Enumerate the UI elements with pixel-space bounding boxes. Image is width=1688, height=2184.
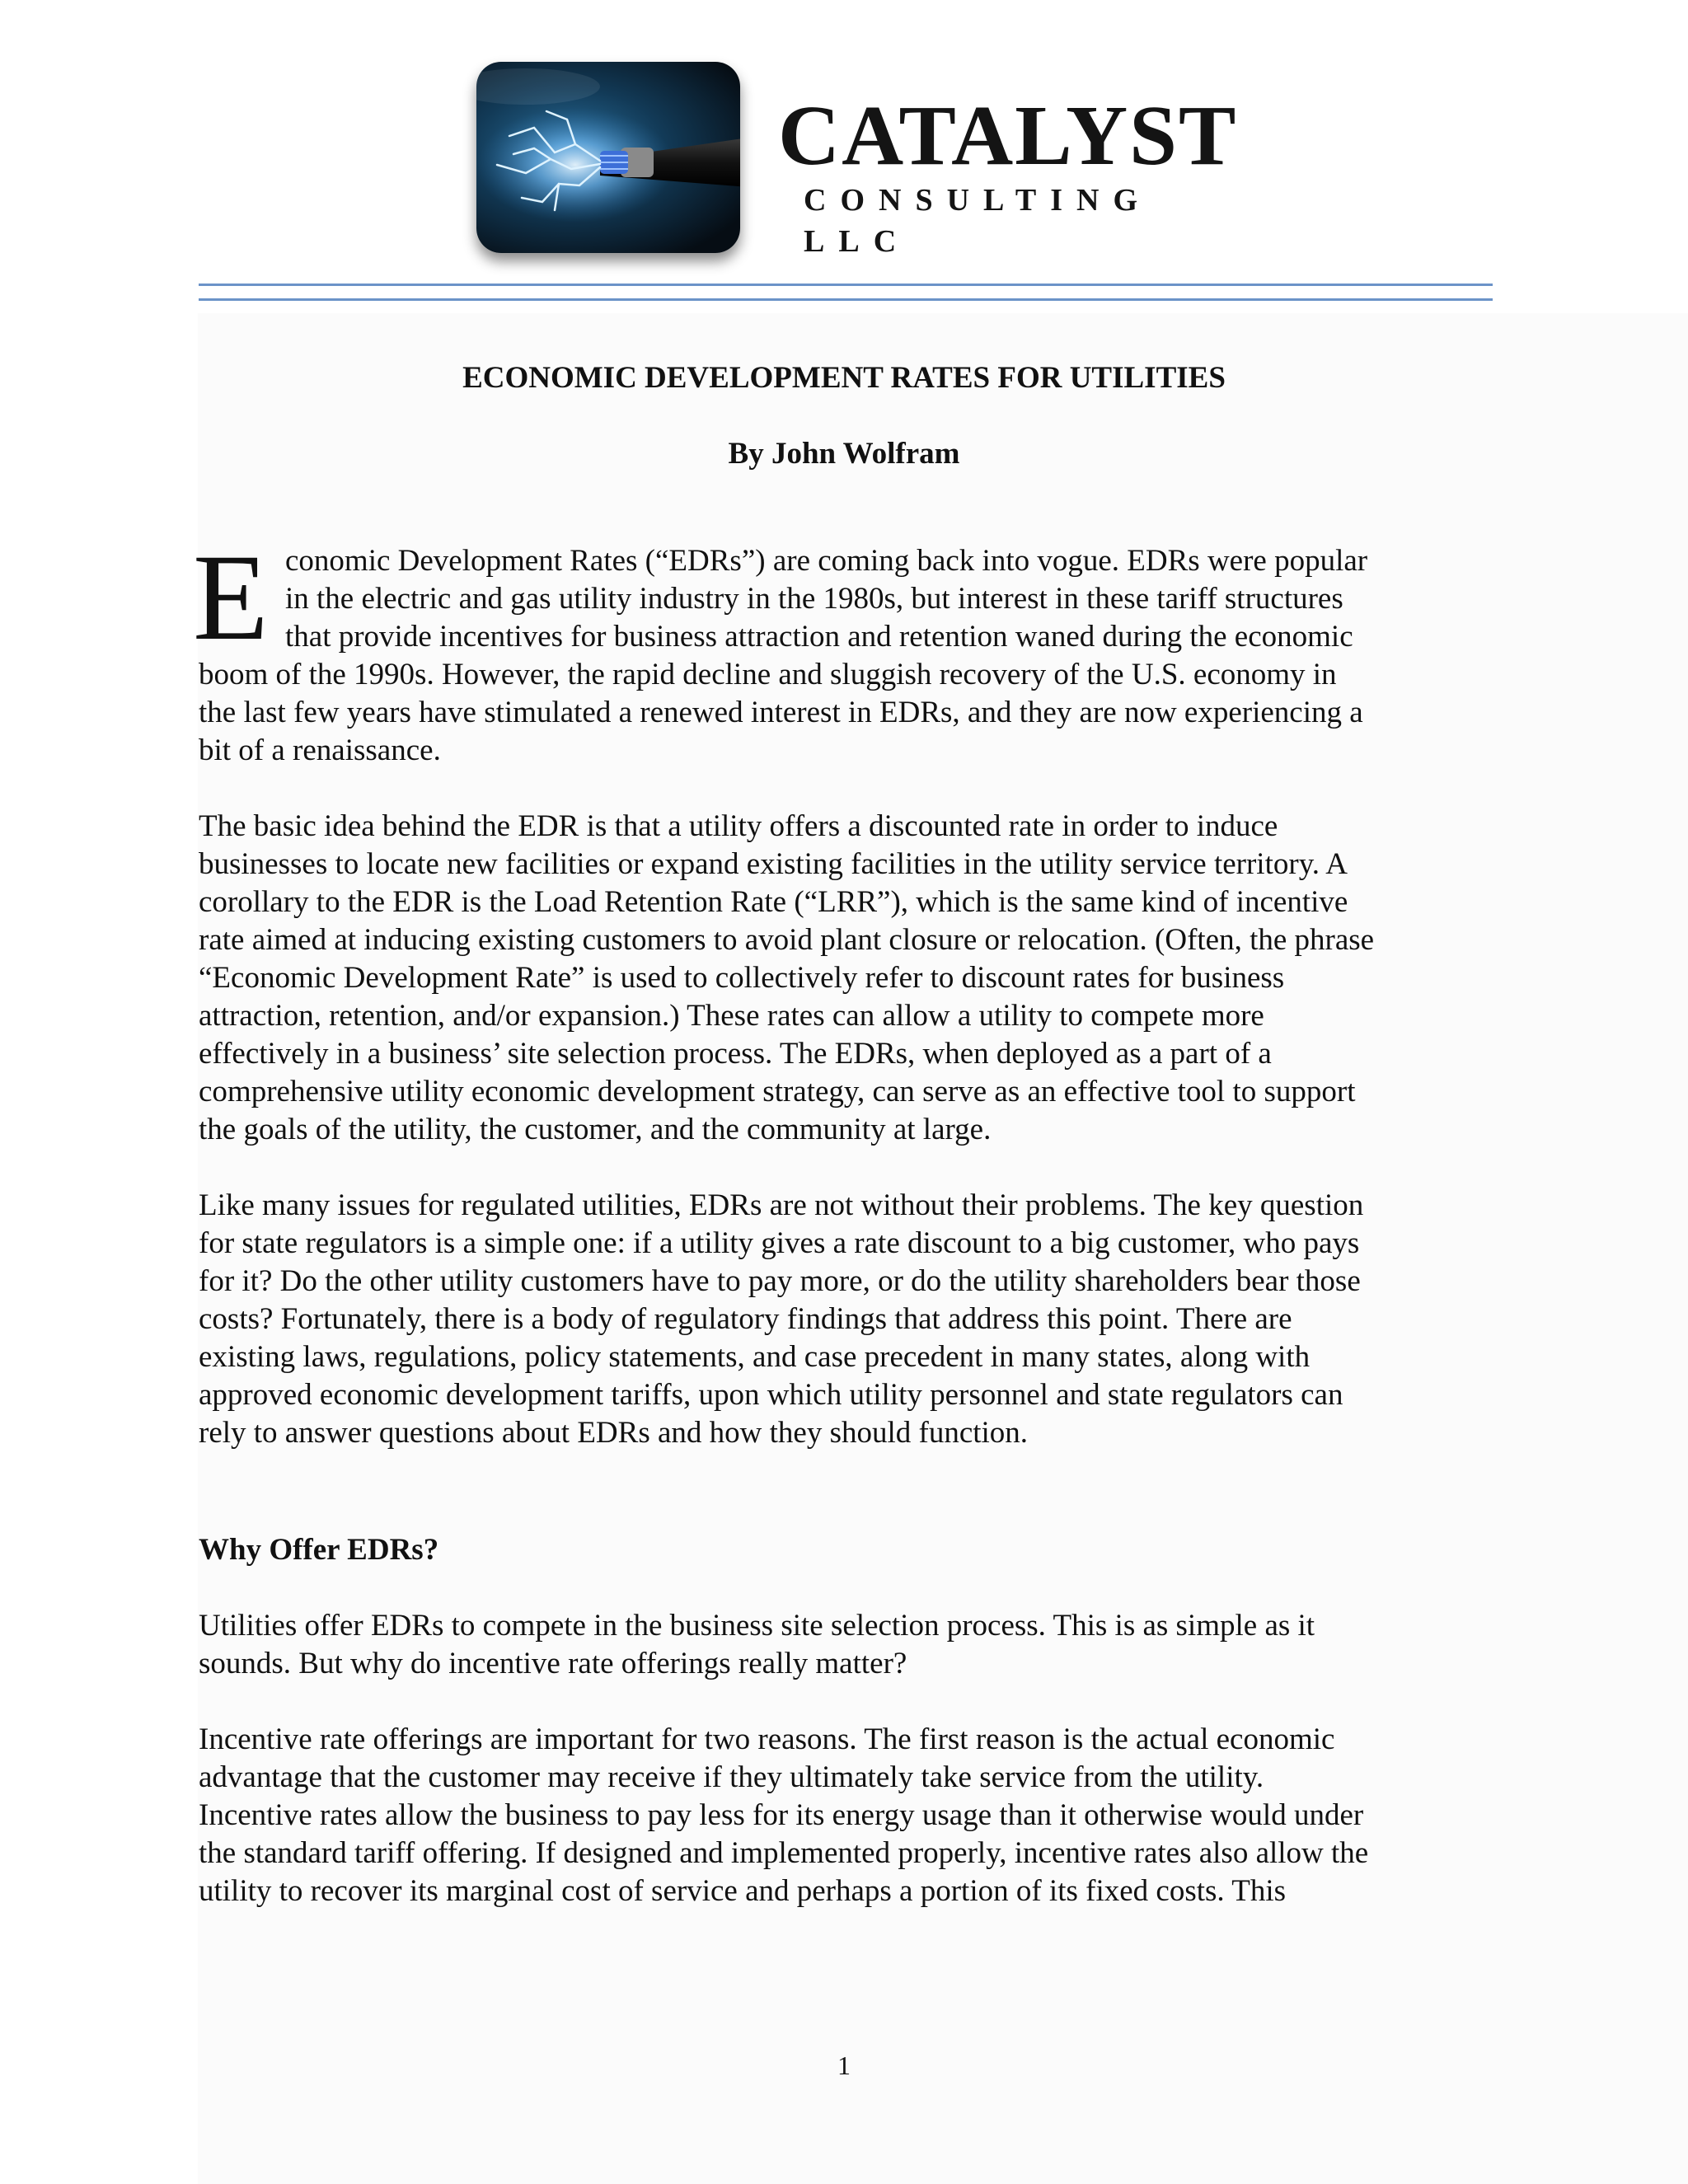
text-line: for it? Do the other utility customers have to pay more, or do the utility shareholders bear those bbox=[199, 1264, 1361, 1298]
paragraph-2 bbox=[199, 808, 1501, 1149]
section-heading: Why Offer EDRs? bbox=[199, 1533, 439, 1567]
page-number: 1 bbox=[837, 2050, 851, 2080]
text-line: bit of a renaissance. bbox=[199, 733, 441, 767]
paragraph-5 bbox=[199, 1721, 1501, 1910]
text-line: advantage that the customer may receive if they ultimately take service from the utility. bbox=[199, 1760, 1264, 1794]
drop-cap: E bbox=[193, 529, 269, 666]
text-line: the last few years have stimulated a renewed interest in EDRs, and they are now experiencing a bbox=[199, 696, 1363, 729]
text-line: in the electric and gas utility industry in the 1980s, but interest in these tariff structures bbox=[285, 582, 1343, 616]
text-line: boom of the 1990s. However, the rapid decline and sluggish recovery of the U.S. economy in bbox=[199, 658, 1337, 691]
text-line: “Economic Development Rate” is used to collectively refer to discount rates for business bbox=[199, 961, 1285, 995]
text-line: sounds. But why do incentive rate offerings really matter? bbox=[199, 1647, 907, 1680]
paragraph-1 bbox=[199, 656, 1501, 770]
text-line: the goals of the utility, the customer, and the community at large. bbox=[199, 1113, 992, 1146]
text-line: utility to recover its marginal cost of service and perhaps a portion of its fixed costs. This bbox=[199, 1874, 1287, 1908]
text-line: the standard tariff offering. If designed and implemented properly, incentive rates also allow the bbox=[199, 1836, 1369, 1870]
header-rule-bottom bbox=[199, 298, 1493, 301]
paragraph-4 bbox=[199, 1607, 1501, 1683]
paragraph-3 bbox=[199, 1187, 1501, 1452]
text-line: costs? Fortunately, there is a body of regulatory findings that address this point. There are bbox=[199, 1302, 1292, 1336]
text-line: attraction, retention, and/or expansion.) These rates can allow a utility to compete more bbox=[199, 999, 1264, 1033]
brand-subtitle: CONSULTING LLC bbox=[804, 183, 1152, 259]
text-line: for state regulators is a simple one: if a utility gives a rate discount to a big customer, who pays bbox=[199, 1226, 1360, 1260]
text-line: rely to answer questions about EDRs and how they should function. bbox=[199, 1416, 1029, 1450]
text-line: comprehensive utility economic development strategy, can serve as an effective tool to support bbox=[199, 1075, 1356, 1108]
text-line: approved economic development tariffs, upon which utility personnel and state regulators can bbox=[199, 1378, 1343, 1412]
text-line: corollary to the EDR is the Load Retention Rate (“LRR”), which is the same kind of incentive bbox=[199, 885, 1348, 919]
text-line: The basic idea behind the EDR is that a utility offers a discounted rate in order to induce bbox=[199, 809, 1278, 843]
text-line: rate aimed at inducing existing customers to avoid plant closure or relocation. (Often, the phrase bbox=[199, 923, 1375, 957]
header-rule-top bbox=[199, 284, 1493, 286]
text-line: Like many issues for regulated utilities, EDRs are not without their problems. The key question bbox=[199, 1188, 1364, 1222]
text-line: that provide incentives for business attraction and retention waned during the economic bbox=[285, 620, 1353, 654]
text-line: effectively in a business’ site selection process. The EDRs, when deployed as a part of a bbox=[199, 1037, 1272, 1071]
article-title: ECONOMIC DEVELOPMENT RATES FOR UTILITIES bbox=[462, 361, 1226, 395]
text-line: conomic Development Rates (“EDRs”) are coming back into vogue. EDRs were popular bbox=[285, 544, 1368, 578]
text-line: Incentive rate offerings are important for two reasons. The first reason is the actual economic bbox=[199, 1722, 1335, 1756]
electric-cable-spark-icon bbox=[476, 62, 740, 253]
brand-name: CATALYST bbox=[778, 88, 1238, 183]
text-line: existing laws, regulations, policy statements, and case precedent in many states, along with bbox=[199, 1340, 1311, 1374]
article-byline: By John Wolfram bbox=[728, 437, 960, 471]
text-line: Incentive rates allow the business to pay less for its energy usage than it otherwise would under bbox=[199, 1798, 1364, 1832]
text-line: Utilities offer EDRs to compete in the business site selection process. This is as simple as it bbox=[199, 1609, 1315, 1643]
paragraph-1-indented bbox=[285, 542, 1367, 656]
text-line: businesses to locate new facilities or expand existing facilities in the utility service territory. A bbox=[199, 847, 1348, 881]
letterhead bbox=[0, 0, 1688, 313]
